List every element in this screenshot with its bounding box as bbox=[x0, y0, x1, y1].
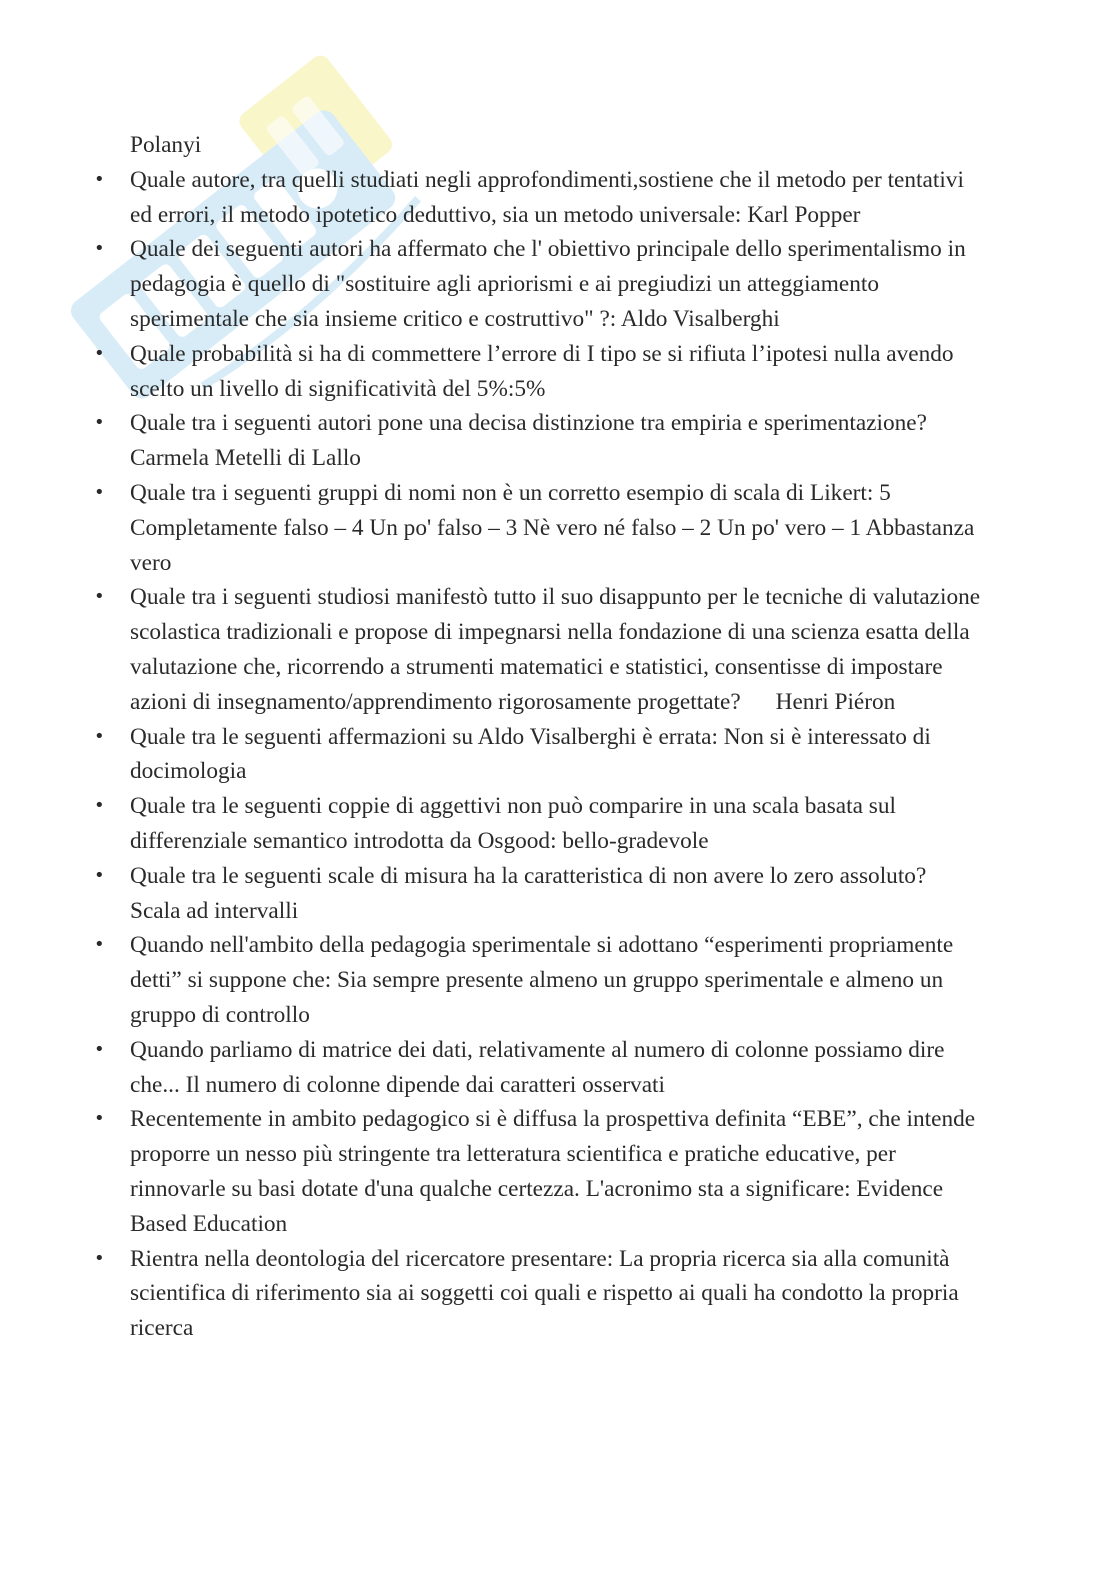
bullet-icon: • bbox=[94, 725, 105, 747]
list-item bbox=[0, 789, 1116, 859]
document-body bbox=[0, 128, 1116, 1346]
list-item bbox=[0, 1242, 1116, 1346]
list-item-text: Quando nell'ambito della pedagogia sperimentale si adottano “esperimenti propriamente detti” si suppone che: Sia sempre presente almeno un gruppo sperimentale e almeno un gruppo di controllo bbox=[130, 932, 954, 1028]
bullet-icon: • bbox=[94, 864, 105, 886]
list-item-text: Quando parliamo di matrice dei dati, relativamente al numero di colonne possiamo dire che... Il numero di colonne dipende dai caratteri osservati bbox=[130, 1036, 945, 1098]
list-item-text: Quale tra le seguenti coppie di aggettivi non può comparire in una scala basata sul differenziale semantico introdotta da Osgood: bello-gradevole bbox=[130, 793, 896, 854]
list-item bbox=[0, 232, 1116, 336]
question-answer-list bbox=[0, 163, 1116, 1346]
list-item bbox=[0, 1102, 1116, 1241]
list-item bbox=[0, 337, 1116, 407]
bullet-icon: • bbox=[94, 795, 105, 817]
bullet-icon: • bbox=[94, 342, 105, 364]
continuation-text: Polanyi bbox=[130, 132, 202, 158]
list-item bbox=[0, 476, 1116, 580]
bullet-icon: • bbox=[94, 1108, 105, 1130]
bullet-icon: • bbox=[94, 412, 105, 434]
list-item-text: Quale tra le seguenti affermazioni su Aldo Visalberghi è errata: Non si è interessato di docimologia bbox=[130, 723, 931, 785]
list-item bbox=[0, 720, 1116, 790]
list-item bbox=[0, 859, 1116, 929]
list-item-text: Recentemente in ambito pedagogico si è diffusa la prospettiva definita “EBE”, che intende proporre un nesso più stringente tra letteratura scientifica e pratiche educative, per rinnovarle su basi dotate d'una qualche certezza. L'acronimo sta a significare: Evidence Based Education bbox=[130, 1106, 976, 1237]
bullet-icon: • bbox=[94, 238, 105, 260]
bullet-icon: • bbox=[94, 168, 105, 190]
bullet-icon: • bbox=[94, 481, 105, 503]
list-item-text: Quale dei seguenti autori ha affermato che l' obiettivo principale dello sperimentalismo in pedagogia è quello di "sostituire agli apriorismi e ai pregiudizi un atteggiamento sperimentale che sia insieme critico e costruttivo" ?: Aldo Visalberghi bbox=[130, 236, 966, 332]
bullet-icon: • bbox=[94, 586, 105, 608]
list-item-text: Quale tra i seguenti autori pone una decisa distinzione tra empiria e sperimentazione? Carmela Metelli di Lallo bbox=[130, 410, 927, 472]
list-item bbox=[0, 406, 1116, 476]
list-item-text: Quale tra i seguenti studiosi manifestò tutto il suo disappunto per le tecniche di valutazione scolastica tradizionali e propose di impegnarsi nella fondazione di una scienza esatta della valutazione che, ricorrendo a strumenti matematici e statistici, consentisse di impostare azioni di insegnamento/apprendimento rigorosamente progettate? Henri Piéron bbox=[130, 584, 986, 715]
bullet-icon: • bbox=[94, 1038, 105, 1060]
list-item-text: Quale tra i seguenti gruppi di nomi non è un corretto esempio di scala di Likert: 5 Completamente falso – 4 Un po' falso – 3 Nè vero né falso – 2 Un po' vero – 1 Abbastanza vero bbox=[130, 479, 975, 576]
list-item-text: Quale tra le seguenti scale di misura ha la caratteristica di non avere lo zero assoluto? Scala ad intervalli bbox=[130, 862, 927, 924]
list-item bbox=[0, 580, 1116, 719]
list-item-text: Rientra nella deontologia del ricercatore presentare: La propria ricerca sia alla comunità scientifica di riferimento sia ai soggetti coi quali e rispetto ai quali ha condotto la propria ricerca bbox=[130, 1245, 959, 1342]
bullet-icon: • bbox=[94, 1247, 105, 1269]
list-item bbox=[0, 928, 1116, 1032]
list-item-text: Quale autore, tra quelli studiati negli approfondimenti,sostiene che il metodo per tentativi ed errori, il metodo ipotetico deduttivo, sia un metodo universale: Karl Popper bbox=[130, 166, 964, 228]
list-item-text: Quale probabilità si ha di commettere l’errore di I tipo se si rifiuta l’ipotesi nulla avendo scelto un livello di significatività del 5%:5% bbox=[130, 340, 954, 402]
list-item bbox=[0, 163, 1116, 233]
list-item bbox=[0, 1033, 1116, 1103]
bullet-icon: • bbox=[94, 934, 105, 956]
